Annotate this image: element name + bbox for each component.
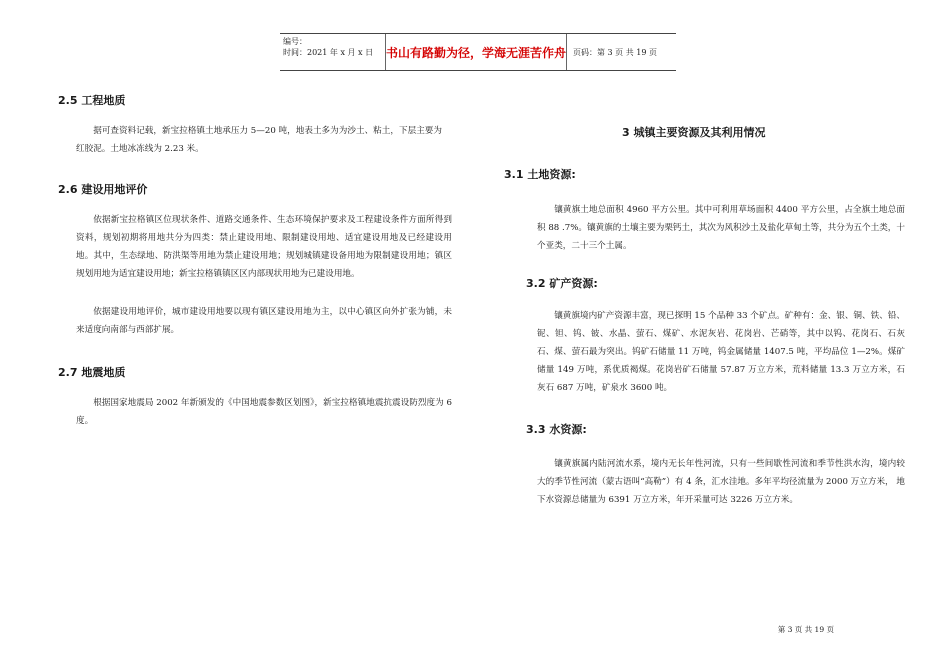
header-meta: [280, 34, 386, 70]
section-2-5-title: 2.5 工程地质: [58, 94, 126, 107]
section-2-7-title: 2.7 地震地质: [58, 366, 126, 379]
section-2-7-paragraph: 根据国家地震局 2002 年新颁发的《中国地震参数区划图》，新宝拉格镇地震抗震设防烈度为 6 度。: [76, 398, 452, 426]
header-motto: 书山有路勤为径，学海无涯苦作舟: [386, 34, 567, 70]
header-page-info: 页码：第 3 页 共 19 页: [573, 47, 657, 57]
section-3-1-title: 3.1 土地资源:: [504, 168, 576, 181]
section-3-3-paragraph: 镶黄旗属内陆河流水系，境内无长年性河流，只有一些间歇性河流和季节性洪水沟，境内较大的季节性河流（蒙古语叫“高勒”）有 4 条，汇水洼地。多年平均径流量为 2000 万立方米， 地下水资源总储量为 6391 万立方米，年开采量可达 3226 万立方米。: [537, 459, 905, 505]
chapter-3-title: 3 城镇主要资源及其利用情况: [622, 126, 766, 139]
section-2-5-paragraph: 据可查资料记载，新宝拉格镇土地承压力 5—20 吨，地表土多为为沙土、粘土，下层主要为红胶泥。土地冰冻线为 2.23 米。: [76, 126, 442, 154]
header-time-label: 时间：2021 年 x 月 x 日: [283, 48, 374, 57]
section-3-2-paragraph: 镶黄旗境内矿产资源丰富，现已探明 15 个品种 33 个矿点。矿种有：金、银、铜、铁、铅、铌、钽、钨、铍、水晶、萤石、煤矿、水泥灰岩、花岗岩、芒硝等，其中以钨、花岗石、石灰石、煤、萤石最为突出。钨矿石储量 11 万吨，钨金属储量 1407.5 吨，平均品位 1—2%。煤矿储量 149 万吨，系优质褐煤。花岗岩矿石储量 57.87 万立方米，荒料储量 13.3 万立方米，石灰石 687 万吨，矿泉水 3600 吨。: [537, 311, 905, 393]
footer-page-number: 第 3 页 共 19 页: [777, 625, 834, 634]
section-2-6-paragraph-1: 依据新宝拉格镇区位现状条件、道路交通条件、生态环境保护要求及工程建设条件方面所得到资料，规划初期将用地共分为四类：禁止建设用地、限制建设用地、适宜建设用地及已经建设用地。其中，生态绿地、防洪渠等用地为禁止建设用地；规划城镇建设备用地为限制建设用地；镇区规划用地为适宜建设用地；新宝拉格镇镇区区内部现状用地为已建设用地。: [76, 215, 452, 279]
section-2-6-title: 2.6 建设用地评价: [58, 183, 148, 196]
page-header: [280, 33, 676, 71]
section-3-2-title: 3.2 矿产资源:: [526, 277, 598, 290]
header-number-label: 编号：: [283, 37, 307, 46]
section-3-3-title: 3.3 水资源:: [526, 423, 587, 436]
section-2-6-paragraph-2: 依据建设用地评价，城市建设用地要以现有镇区建设用地为主，以中心镇区向外扩张为铺，未来适度向南部与西部扩展。: [76, 307, 452, 335]
section-3-1-paragraph: 镶黄旗土地总面积 4960 平方公里。其中可利用草场面积 4400 平方公里，占全旗土地总面积 88 .7%。镶黄旗的土壤主要为栗钙土，其次为风积沙土及盐化草甸土等，共分为五个土类，十个亚类，二十三个土属。: [537, 205, 905, 251]
